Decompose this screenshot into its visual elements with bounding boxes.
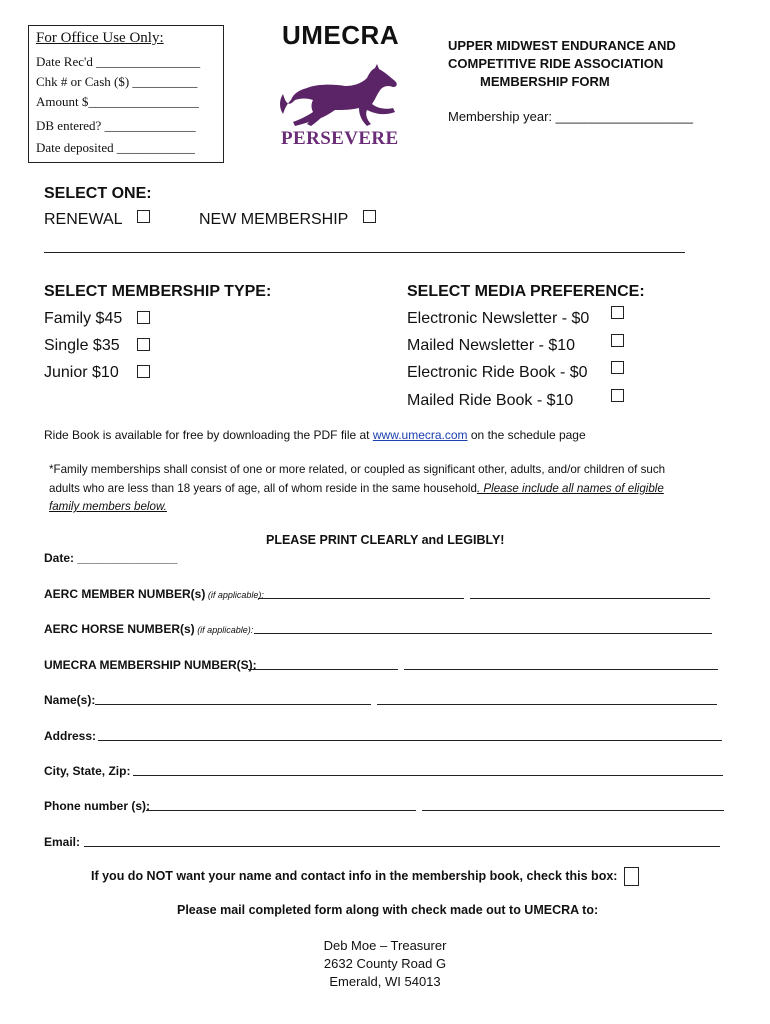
new-membership-option — [199, 211, 348, 229]
city-state-zip-line[interactable] — [133, 765, 723, 776]
office-date-deposited: Date deposited ____________ — [36, 140, 195, 155]
names-label: Name(s): — [44, 693, 96, 707]
print-clearly-heading: PLEASE PRINT CLEARLY and LEGIBLY! — [266, 533, 505, 547]
family-membership-checkbox[interactable] — [137, 311, 150, 324]
family-note-line-3: family members below. — [49, 500, 167, 513]
single-membership-checkbox[interactable] — [137, 338, 150, 351]
ridebook-note-after: on the schedule page — [467, 428, 586, 442]
mailing-city: Emerald, WI 54013 — [329, 974, 441, 989]
office-use-title: For Office Use Only: — [36, 30, 164, 46]
form-title: MEMBERSHIP FORM — [480, 74, 610, 89]
mailing-street: 2632 County Road G — [323, 956, 447, 971]
junior-membership-label: Junior $10 — [44, 364, 119, 381]
family-note-line-1: *Family memberships shall consist of one or more related, or coupled as significant other, adults, and/or children of such — [49, 463, 666, 476]
mailed-ridebook-checkbox[interactable] — [611, 389, 624, 402]
phone-line-2[interactable] — [422, 800, 724, 811]
office-check-or-cash: Chk # or Cash ($) __________ — [36, 74, 198, 89]
logo-motto: PERSEVERE — [281, 128, 399, 149]
ridebook-note — [44, 428, 586, 442]
mail-instructions: Please mail completed form along with check made out to UMECRA to: — [177, 903, 599, 917]
family-note-line-2-italic: . Please include all names of eligible — [476, 482, 664, 495]
mailed-ridebook-label: Mailed Ride Book - $10 — [407, 392, 574, 409]
mailing-name: Deb Moe – Treasurer — [323, 938, 447, 953]
junior-membership-checkbox[interactable] — [137, 365, 150, 378]
names-line-1[interactable] — [95, 694, 371, 705]
office-use-box — [28, 25, 224, 163]
umecra-number-label: UMECRA MEMBERSHIP NUMBER(S): — [44, 658, 257, 672]
renewal-option — [44, 211, 123, 229]
address-line[interactable] — [98, 730, 722, 741]
email-line[interactable] — [84, 836, 720, 847]
new-membership-label: NEW MEMBERSHIP — [199, 211, 349, 228]
electronic-ridebook-label: Electronic Ride Book - $0 — [407, 364, 588, 381]
date-field[interactable]: Date: _______________ — [44, 551, 178, 565]
email-label: Email: — [44, 835, 81, 849]
association-header — [448, 37, 676, 91]
phone-line-1[interactable] — [146, 800, 416, 811]
office-date-received: Date Rec'd ________________ — [36, 54, 201, 69]
aerc-horse-number-label: AERC HORSE NUMBER(s) — [44, 622, 195, 636]
phone-label: Phone number (s): — [44, 799, 151, 813]
aerc-member-number-label: AERC MEMBER NUMBER(s) — [44, 587, 206, 601]
aerc-member-number-line-2[interactable] — [470, 588, 710, 599]
logo-title: UMECRA — [282, 20, 400, 50]
umecra-website-link[interactable]: www.umecra.com — [372, 428, 468, 442]
membership-year-field[interactable]: Membership year: ___________________ — [448, 109, 694, 124]
umecra-number-line-1[interactable] — [248, 659, 398, 670]
aerc-horse-number-field[interactable] — [44, 622, 253, 636]
section-divider — [44, 252, 685, 253]
optout-checkbox[interactable] — [624, 867, 639, 886]
aerc-horse-number-hint: (if applicable): — [194, 625, 254, 635]
electronic-newsletter-label: Electronic Newsletter - $0 — [407, 310, 590, 327]
aerc-member-number-hint: (if applicable): — [205, 590, 264, 600]
optout-text: If you do NOT want your name and contact info in the membership book, check this box: — [91, 869, 618, 883]
umecra-number-line-2[interactable] — [404, 659, 718, 670]
address-label: Address: — [44, 729, 97, 743]
mailed-newsletter-label: Mailed Newsletter - $10 — [407, 337, 576, 354]
association-line-2: COMPETITIVE RIDE ASSOCIATION — [448, 56, 664, 71]
city-state-zip-label: City, State, Zip: — [44, 764, 131, 778]
media-preference-heading: SELECT MEDIA PREFERENCE: — [407, 283, 645, 300]
ridebook-note-before: Ride Book is available for free by downloading the PDF file at — [44, 428, 373, 442]
electronic-newsletter-checkbox[interactable] — [611, 306, 624, 319]
office-amount: Amount $_________________ — [36, 94, 199, 109]
electronic-ridebook-checkbox[interactable] — [611, 361, 624, 374]
office-db-entered: DB entered? ______________ — [36, 118, 196, 133]
family-membership-label: Family $45 — [44, 310, 123, 327]
association-line-1: UPPER MIDWEST ENDURANCE AND — [448, 38, 676, 53]
aerc-member-number-field[interactable] — [44, 587, 264, 601]
select-one-heading: SELECT ONE: — [44, 185, 152, 202]
names-line-2[interactable] — [377, 694, 717, 705]
single-membership-label: Single $35 — [44, 337, 120, 354]
membership-type-heading: SELECT MEMBERSHIP TYPE: — [44, 283, 272, 300]
horse-logo-icon — [277, 64, 399, 128]
renewal-label: RENEWAL — [44, 211, 123, 228]
family-note-line-2-plain: adults who are less than 18 years of age, all of whom reside in the same household — [49, 482, 477, 495]
family-note-line-2 — [49, 482, 664, 495]
new-membership-checkbox[interactable] — [363, 210, 376, 223]
aerc-horse-number-line[interactable] — [254, 623, 712, 634]
renewal-checkbox[interactable] — [137, 210, 150, 223]
mailed-newsletter-checkbox[interactable] — [611, 334, 624, 347]
aerc-member-number-line-1[interactable] — [258, 588, 464, 599]
